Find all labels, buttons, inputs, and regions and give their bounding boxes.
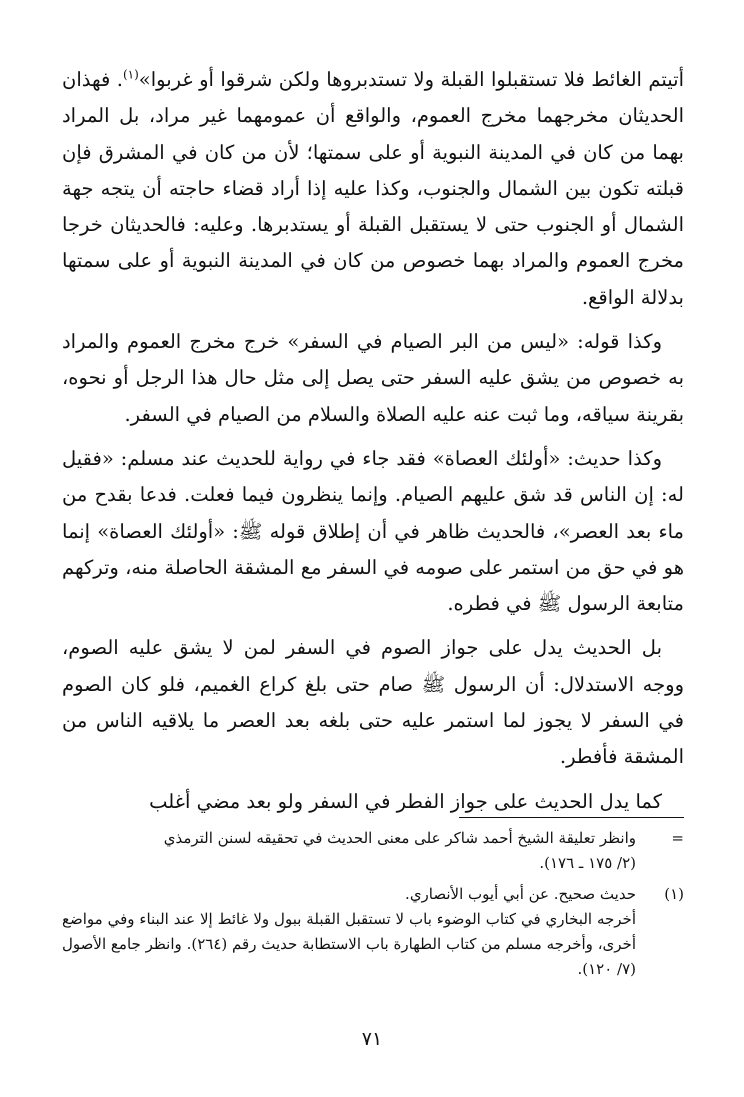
footnote-reference[interactable]: (١) <box>122 67 139 82</box>
paragraph-1-text: أتيتم الغائط فلا تستقبلوا القبلة ولا تستدبروها ولكن شرقوا أو غربوا» <box>138 68 684 91</box>
paragraph-1 <box>62 62 684 316</box>
footnote-body <box>62 826 636 876</box>
footnote-marker: = <box>671 829 684 847</box>
paragraph-1-continuation: . فهذان الحديثان مخرجهما مخرج العموم، والواقع أن عمومهما غير مراد، بل المراد بهما من كان في المدينة النبوية أو على سمتها؛ لأن من كان في المشرق فإن قبلته تكون بين الشمال والجنوب، وكذا عليه إذا أراد قضاء حاجته أن يتجه جهة الشمال أو الجنوب حتى لا يستقبل القبلة أو يستدبرها. وعليه: فالحديثان خرجا مخرج العموم والمراد بهما خصوص من كان في المدينة النبوية أو على سمتها بدلالة الواقع. <box>62 68 684 309</box>
footnote-1 <box>62 882 684 982</box>
footnote-continuation <box>62 826 684 876</box>
footnote-line: (٢/ ١٧٥ ـ ١٧٦). <box>539 854 636 872</box>
paragraph-5: كما يدل الحديث على جواز الفطر في السفر ولو بعد مضي أغلب <box>149 789 662 813</box>
paragraph-4: بل الحديث يدل على جواز الصوم في السفر لمن لا يشق عليه الصوم، ووجه الاستدلال: أن الرسول ﷺ صام حتى بلغ كراع الغميم، فلو كان الصوم في السفر لا يجوز لما استمر عليه حتى بلغه بعد العصر ما يلاقيه الناس من المشقة فأفطر. <box>62 636 684 769</box>
footnote-line: وانظر تعليقة الشيخ أحمد شاكر على معنى الحديث في تحقيقه لسنن الترمذي <box>163 829 636 847</box>
footnote-marker: (١) <box>664 885 684 903</box>
paragraph-2: وكذا قوله: «ليس من البر الصيام في السفر» خرج مخرج العموم والمراد به خصوص من يشق عليه السفر حتى يصل إلى مثل حال هذا الرجل أو نحوه، بقرينة سياقه، وما ثبت عنه عليه الصلاة والسلام من الصيام في السفر. <box>62 330 684 426</box>
footnotes <box>62 826 684 988</box>
page-number: ٧١ <box>361 1028 383 1050</box>
footnote-divider <box>459 817 684 818</box>
footnote-body <box>62 882 636 982</box>
footnote-line: حديث صحيح. عن أبي أيوب الأنصاري. <box>405 885 636 903</box>
main-text <box>62 62 684 828</box>
footnote-line: أخرجه البخاري في كتاب الوضوء باب لا تستقبل القبلة ببول ولا غائط إلا عند البناء وفي مواضع أخرى، وأخرجه مسلم من كتاب الطهارة باب الاستطابة حديث رقم (٢٦٤). وانظر جامع الأصول (٧/ ١٢٠). <box>62 910 636 978</box>
paragraph-3: وكذا حديث: «أولئك العصاة» فقد جاء في رواية للحديث عند مسلم: «فقيل له: إن الناس قد شق عليهم الصيام. وإنما ينظرون فيما فعلت. فدعا بقدح من ماء بعد العصر»، فالحديث ظاهر في أن إطلاق قوله ﷺ: «أولئك العصاة» إنما هو في حق من استمر على صومه في السفر مع المشقة الحاصلة منه، وتركهم متابعة الرسول ﷺ في فطره. <box>62 446 684 616</box>
